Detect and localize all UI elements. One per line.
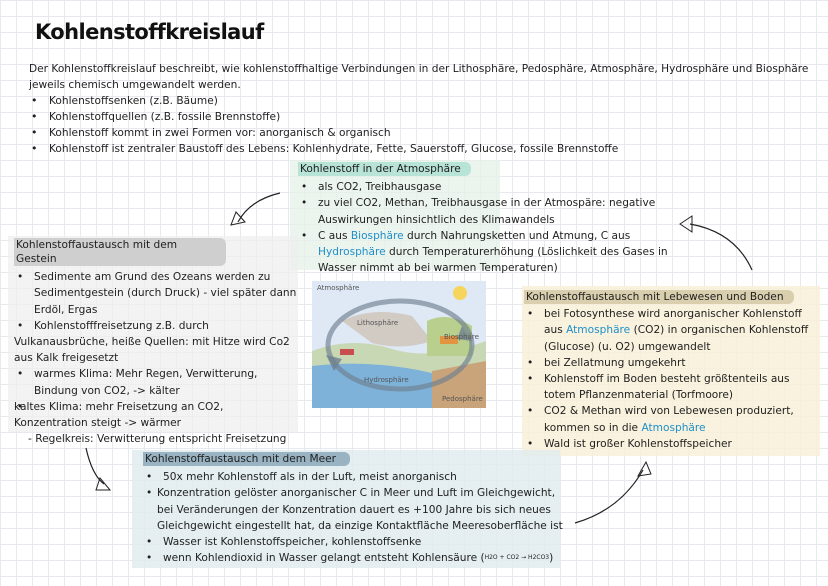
atmosphere-heading: Kohlenstoff in der Atmosphäre xyxy=(298,162,471,176)
atmosphere-bullet: • als CO2, Treibhausgase xyxy=(298,179,668,195)
life-bullet: • Wald ist großer Kohlenstoffspeicher xyxy=(524,436,820,452)
arrowhead xyxy=(638,462,651,476)
rock-heading: Kohlenstoffaustausch mit dem Gestein xyxy=(14,238,226,266)
carbonic-acid-formula: H2O + CO2 → H2CO3 xyxy=(484,554,550,562)
text-fragment: durch Temperaturerhöhung (Löslichkeit des Gases in Wasser nimmt ab bei warmen Temperaturen) xyxy=(318,246,668,275)
arrowhead xyxy=(96,478,110,490)
diagram-label-hydrosphere: Hydrosphäre xyxy=(364,376,409,384)
hydrosphere-term: Hydrosphäre xyxy=(318,246,386,259)
intro-text: Der Kohlenstoffkreislauf beschreibt, wie kohlenstoffhaltige Verbindungen in der Lithosphäre, Pedosphäre, Atmosphäre, Hydrosphäre und Biosphäre jeweils chemisch umgewandelt werden. xyxy=(29,63,809,91)
arrow-rock-to-sea xyxy=(86,448,104,484)
life-bullet: • Kohlenstoff im Boden besteht größtenteils aus totem Pflanzenmaterial (Torfmoore) xyxy=(524,371,820,403)
arrow-life-to-atmosphere xyxy=(690,224,752,270)
rock-bullet: • Kohlenstofffreisetzung z.B. durch xyxy=(14,318,298,334)
atmosphere-bullet: • zu viel CO2, Methan, Treibhausgase in der Atmospäre: negative Auswirkungen hinsichtlich des Klimawandels xyxy=(298,195,668,227)
sea-bullet: • Konzentration gelöster anorganischer C in Meer und Luft im Gleichgewicht, bei Veränderungen der Konzentration dauert es +100 Jahre bis sich neues Gleichgewicht eingestellt hat, da einzige Kontaktfläche Meeresoberfläche ist xyxy=(143,485,563,534)
rock-bullet: • warmes Klima: Mehr Regen, Verwitterung, Bindung von CO2, -> kälter xyxy=(14,366,298,398)
text-fragment: C aus xyxy=(318,229,351,242)
text-fragment: durch Nahrungsketten und Atmung, C aus xyxy=(403,229,631,242)
diagram-label-biosphere: Biosphäre xyxy=(444,333,479,341)
sea-bullet: • Wasser ist Kohlenstoffspeicher, kohlenstoffsenke xyxy=(143,534,563,550)
life-heading: Kohlenstoffaustausch mit Lebewesen und Boden xyxy=(524,290,794,304)
sea-bullet: • 50x mehr Kohlenstoff als in der Luft, meist anorganisch xyxy=(143,469,563,485)
arrow-atmosphere-to-rock xyxy=(238,193,280,222)
rock-bullet-continuation: Vulkanausbrüche, heiße Quellen: mit Hitze wird Co2 aus Kalk freigesetzt xyxy=(14,336,290,365)
life-bullet: • bei Zellatmung umgekehrt xyxy=(524,355,820,371)
text-fragment: wenn Kohlendioxid in Wasser gelangt entsteht Kohlensäure ( xyxy=(163,552,485,565)
rock-subline: - Regelkreis: Verwitterung entspricht Freisetzung xyxy=(28,433,287,446)
intro-bullet: • Kohlenstoff kommt in zwei Formen vor: anorganisch & organisch xyxy=(29,125,809,141)
diagram-label-atmosphere: Atmosphäre xyxy=(317,284,360,292)
rock-bullet: • Sedimente am Grund des Ozeans werden zu Sedimentgestein (durch Druck) - viel später dann Erdöl, Ergas xyxy=(14,269,298,318)
atmosphere-term: Atmosphäre xyxy=(566,324,631,337)
text-fragment: (CO2) in organischen Kohlenstoff (Glucose) (u. O2) umgewandelt xyxy=(544,324,809,353)
biosphere-term: Biosphäre xyxy=(350,229,404,242)
intro-bullet: • Kohlenstoff ist zentraler Baustoff des Lebens: Kohlenhydrate, Fette, Sauerstoff, Glucose, fossile Brennstoffe xyxy=(29,141,809,157)
sea-heading: Kohlenstoffaustausch mit dem Meer xyxy=(143,452,350,466)
intro-bullet: • Kohlenstoffquellen (z.B. fossile Brennstoffe) xyxy=(29,109,809,125)
diagram-label-pedosphere: Pedosphäre xyxy=(442,395,483,403)
rock-bullet: • kaltes Klima: mehr Freisetzung an CO2, Konzentration steigt -> wärmer xyxy=(14,399,298,431)
page-title: Kohlenstoffkreislauf xyxy=(35,20,264,44)
intro-bullet: • Kohlenstoffsenken (z.B. Bäume) xyxy=(29,93,809,109)
atmosphere-term: Atmosphäre xyxy=(641,421,706,434)
text-fragment: ) xyxy=(549,552,554,565)
arrow-sea-to-life xyxy=(575,470,643,523)
diagram-label-lithosphere: Lithosphäre xyxy=(357,319,399,327)
text-fragment: CO2 & Methan wird von Lebewesen produziert, kommen so in die xyxy=(544,405,794,434)
text-fragment: bei Fotosynthese wird anorganischer Kohlenstoff aus xyxy=(544,308,802,337)
